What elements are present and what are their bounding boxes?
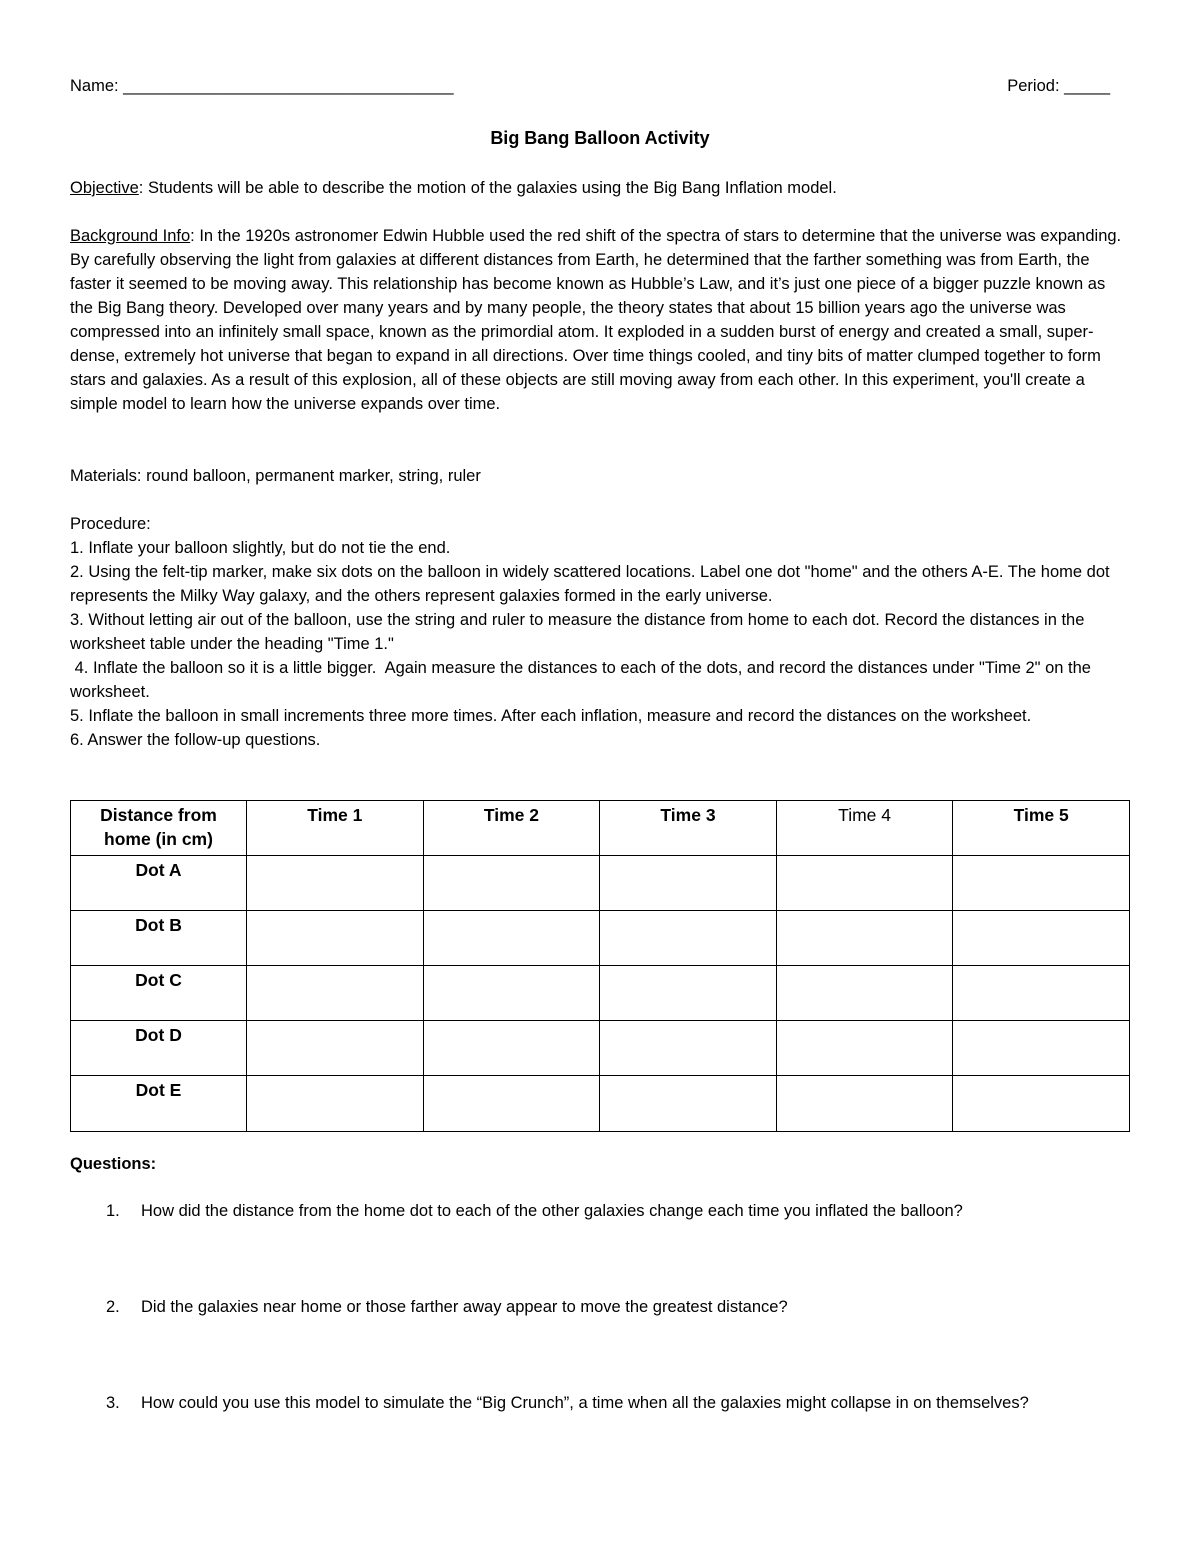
objective-paragraph bbox=[70, 176, 1130, 200]
question-number: 3. bbox=[106, 1394, 120, 1412]
table-cell[interactable] bbox=[953, 856, 1130, 911]
question-number: 1. bbox=[106, 1202, 120, 1220]
row-label-dot-a: Dot A bbox=[71, 856, 247, 911]
table-cell[interactable] bbox=[953, 1076, 1130, 1132]
question-text: Did the galaxies near home or those farther away appear to move the greatest distance? bbox=[141, 1298, 788, 1316]
procedure-section bbox=[70, 512, 1130, 752]
table-header-time3: Time 3 bbox=[600, 801, 777, 856]
procedure-label: Procedure: bbox=[70, 515, 151, 533]
procedure-step: 2. Using the felt-tip marker, make six dots on the balloon in widely scattered locations. Label one dot "home" and the others A-E. The home dot represents the Milky Way galaxy, and the others represent galaxies formed in the early universe. bbox=[70, 563, 1110, 605]
table-cell[interactable] bbox=[776, 1021, 953, 1076]
objective-text: : Students will be able to describe the motion of the galaxies using the Big Bang Inflation model. bbox=[138, 179, 837, 197]
procedure-step: 3. Without letting air out of the balloon, use the string and ruler to measure the distance from home to each dot. Record the distances in the worksheet table under the heading "Time 1." bbox=[70, 611, 1085, 653]
table-cell[interactable] bbox=[247, 1076, 424, 1132]
table-cell[interactable] bbox=[600, 911, 777, 966]
table-cell[interactable] bbox=[247, 966, 424, 1021]
table-cell[interactable] bbox=[423, 1021, 600, 1076]
procedure-step: 1. Inflate your balloon slightly, but do not tie the end. bbox=[70, 539, 451, 557]
table-cell[interactable] bbox=[423, 856, 600, 911]
table-row bbox=[71, 856, 1130, 911]
table-cell[interactable] bbox=[247, 1021, 424, 1076]
table-header-time5: Time 5 bbox=[953, 801, 1130, 856]
table-header-time1: Time 1 bbox=[247, 801, 424, 856]
table-row bbox=[71, 1076, 1130, 1132]
table-cell[interactable] bbox=[247, 911, 424, 966]
row-label-dot-c: Dot C bbox=[71, 966, 247, 1021]
table-header-time4: Time 4 bbox=[776, 801, 953, 856]
row-label-dot-e: Dot E bbox=[71, 1076, 247, 1132]
table-cell[interactable] bbox=[953, 911, 1130, 966]
table-cell[interactable] bbox=[600, 1076, 777, 1132]
name-field[interactable]: Name: ____________________________________ bbox=[70, 77, 454, 95]
table-row bbox=[71, 966, 1130, 1021]
procedure-step: 6. Answer the follow-up questions. bbox=[70, 731, 321, 749]
table-cell[interactable] bbox=[776, 1076, 953, 1132]
background-paragraph bbox=[70, 224, 1130, 416]
question-number: 2. bbox=[106, 1298, 120, 1316]
table-cell[interactable] bbox=[600, 1021, 777, 1076]
table-cell[interactable] bbox=[776, 966, 953, 1021]
table-row bbox=[71, 1021, 1130, 1076]
procedure-step: 5. Inflate the balloon in small increments three more times. After each inflation, measure and record the distances on the worksheet. bbox=[70, 707, 1032, 725]
table-cell[interactable] bbox=[953, 966, 1130, 1021]
page-title: Big Bang Balloon Activity bbox=[490, 128, 710, 148]
table-cell[interactable] bbox=[600, 856, 777, 911]
table-cell[interactable] bbox=[953, 1021, 1130, 1076]
header-line bbox=[70, 74, 1110, 98]
table-cell[interactable] bbox=[776, 856, 953, 911]
table-row bbox=[71, 911, 1130, 966]
table-cell[interactable] bbox=[423, 966, 600, 1021]
objective-label: Objective bbox=[70, 179, 139, 197]
table-header-distance: Distance from home (in cm) bbox=[71, 801, 247, 856]
question-text: How could you use this model to simulate the “Big Crunch”, a time when all the galaxies might collapse in on themselves? bbox=[141, 1394, 1029, 1412]
table-cell[interactable] bbox=[776, 911, 953, 966]
materials-line: Materials: round balloon, permanent marker, string, ruler bbox=[70, 467, 481, 485]
background-text: : In the 1920s astronomer Edwin Hubble used the red shift of the spectra of stars to determine that the universe was expanding. By carefully observing the light from galaxies at different distances from Earth, he determined that the farther something was from Earth, the faster it seemed to be moving away. This relationship has become known as Hubble’s Law, and it’s just one piece of a bigger puzzle known as the Big Bang theory. Developed over many years and by many people, the theory states that about 15 billion years ago the universe was compressed into an infinitely small space, known as the primordial atom. It exploded in a sudden burst of energy and created a small, super-dense, extremely hot universe that began to expand in all directions. Over time things cooled, and tiny bits of matter clumped together to form stars and galaxies. As a result of this explosion, all of these objects are still moving away from each other. In this experiment, you'll create a simple model to learn how the universe expands over time. bbox=[70, 227, 1122, 413]
table-cell[interactable] bbox=[423, 911, 600, 966]
table-cell[interactable] bbox=[247, 856, 424, 911]
background-label: Background Info bbox=[70, 227, 191, 245]
distance-table bbox=[70, 800, 1130, 1132]
table-cell[interactable] bbox=[423, 1076, 600, 1132]
procedure-step: 4. Inflate the balloon so it is a little bigger. Again measure the distances to each of the dots, and record the distances under "Time 2" on the worksheet. bbox=[70, 659, 1096, 701]
table-cell[interactable] bbox=[600, 966, 777, 1021]
row-label-dot-d: Dot D bbox=[71, 1021, 247, 1076]
table-header-time2: Time 2 bbox=[423, 801, 600, 856]
questions-heading: Questions: bbox=[70, 1155, 157, 1173]
table-header-row bbox=[71, 801, 1130, 856]
question-text: How did the distance from the home dot to each of the other galaxies change each time you inflated the balloon? bbox=[141, 1202, 963, 1220]
row-label-dot-b: Dot B bbox=[71, 911, 247, 966]
period-field[interactable]: Period: _____ bbox=[1007, 77, 1110, 95]
